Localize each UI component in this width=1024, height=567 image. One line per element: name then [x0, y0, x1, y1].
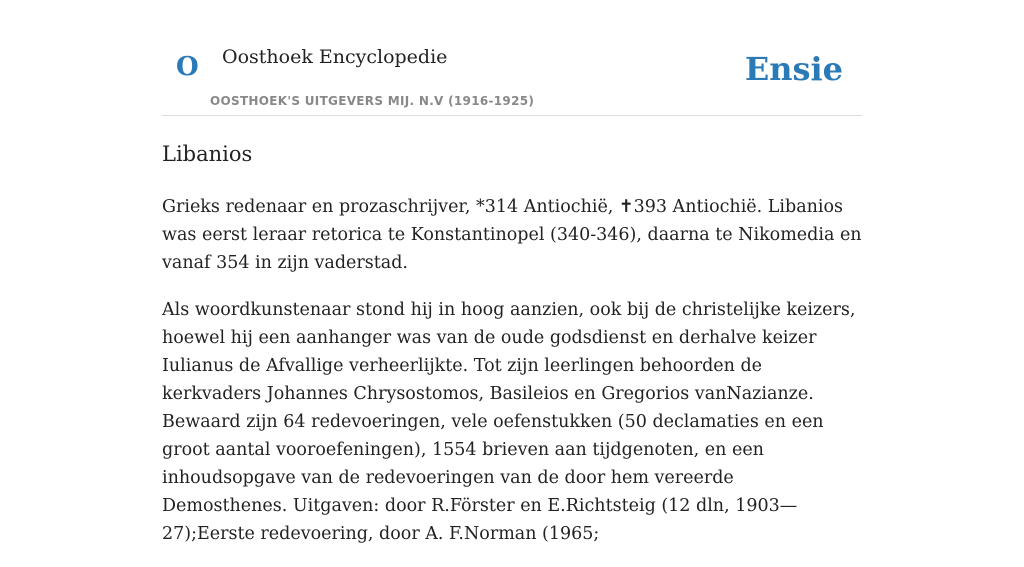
source-header: [162, 34, 862, 116]
article-title: Libanios: [162, 142, 253, 166]
article-paragraph: Grieks redenaar en prozaschrijver, *314 Antiochië, ✝393 Antiochië. Libanios was eerst leraar retorica te Konstantinopel (340-346), daarna te Nikomedia en vanaf 354 in zijn vaderstad.: [162, 197, 862, 273]
source-title[interactable]: Oosthoek Encyclopedie: [222, 46, 448, 68]
article-paragraph: Als woordkunstenaar stond hij in hoog aanzien, ook bij de christelijke keizers, hoewel hij een aanhanger was van de oude godsdienst en derhalve keizer Iulianus de Afvallige verheerlijkte. Tot zijn leerlingen behoorden de kerkvaders Johannes Chrysostomos, Basileios en Gregorios vanNazianze. Bewaard zijn 64 redevoeringen, vele oefenstukken (50 declamaties en een groot aantal vooroefeningen), 1554 brieven aan tijdgenoten, en een inhoudsopgave van de redevoeringen van de door hem vereerde Demosthenes. Uitgaven: door R.Förster en E.Richtsteig (12 dln, 1903—27);Eerste redevoering, door A. F.Norman (1965;: [162, 300, 856, 544]
source-logo[interactable]: O: [176, 52, 199, 82]
article: [162, 137, 862, 567]
source-subtitle: OOSTHOEK'S UITGEVERS MIJ. N.V (1916-1925): [210, 94, 535, 108]
brand-logo[interactable]: Ensie: [744, 50, 843, 88]
